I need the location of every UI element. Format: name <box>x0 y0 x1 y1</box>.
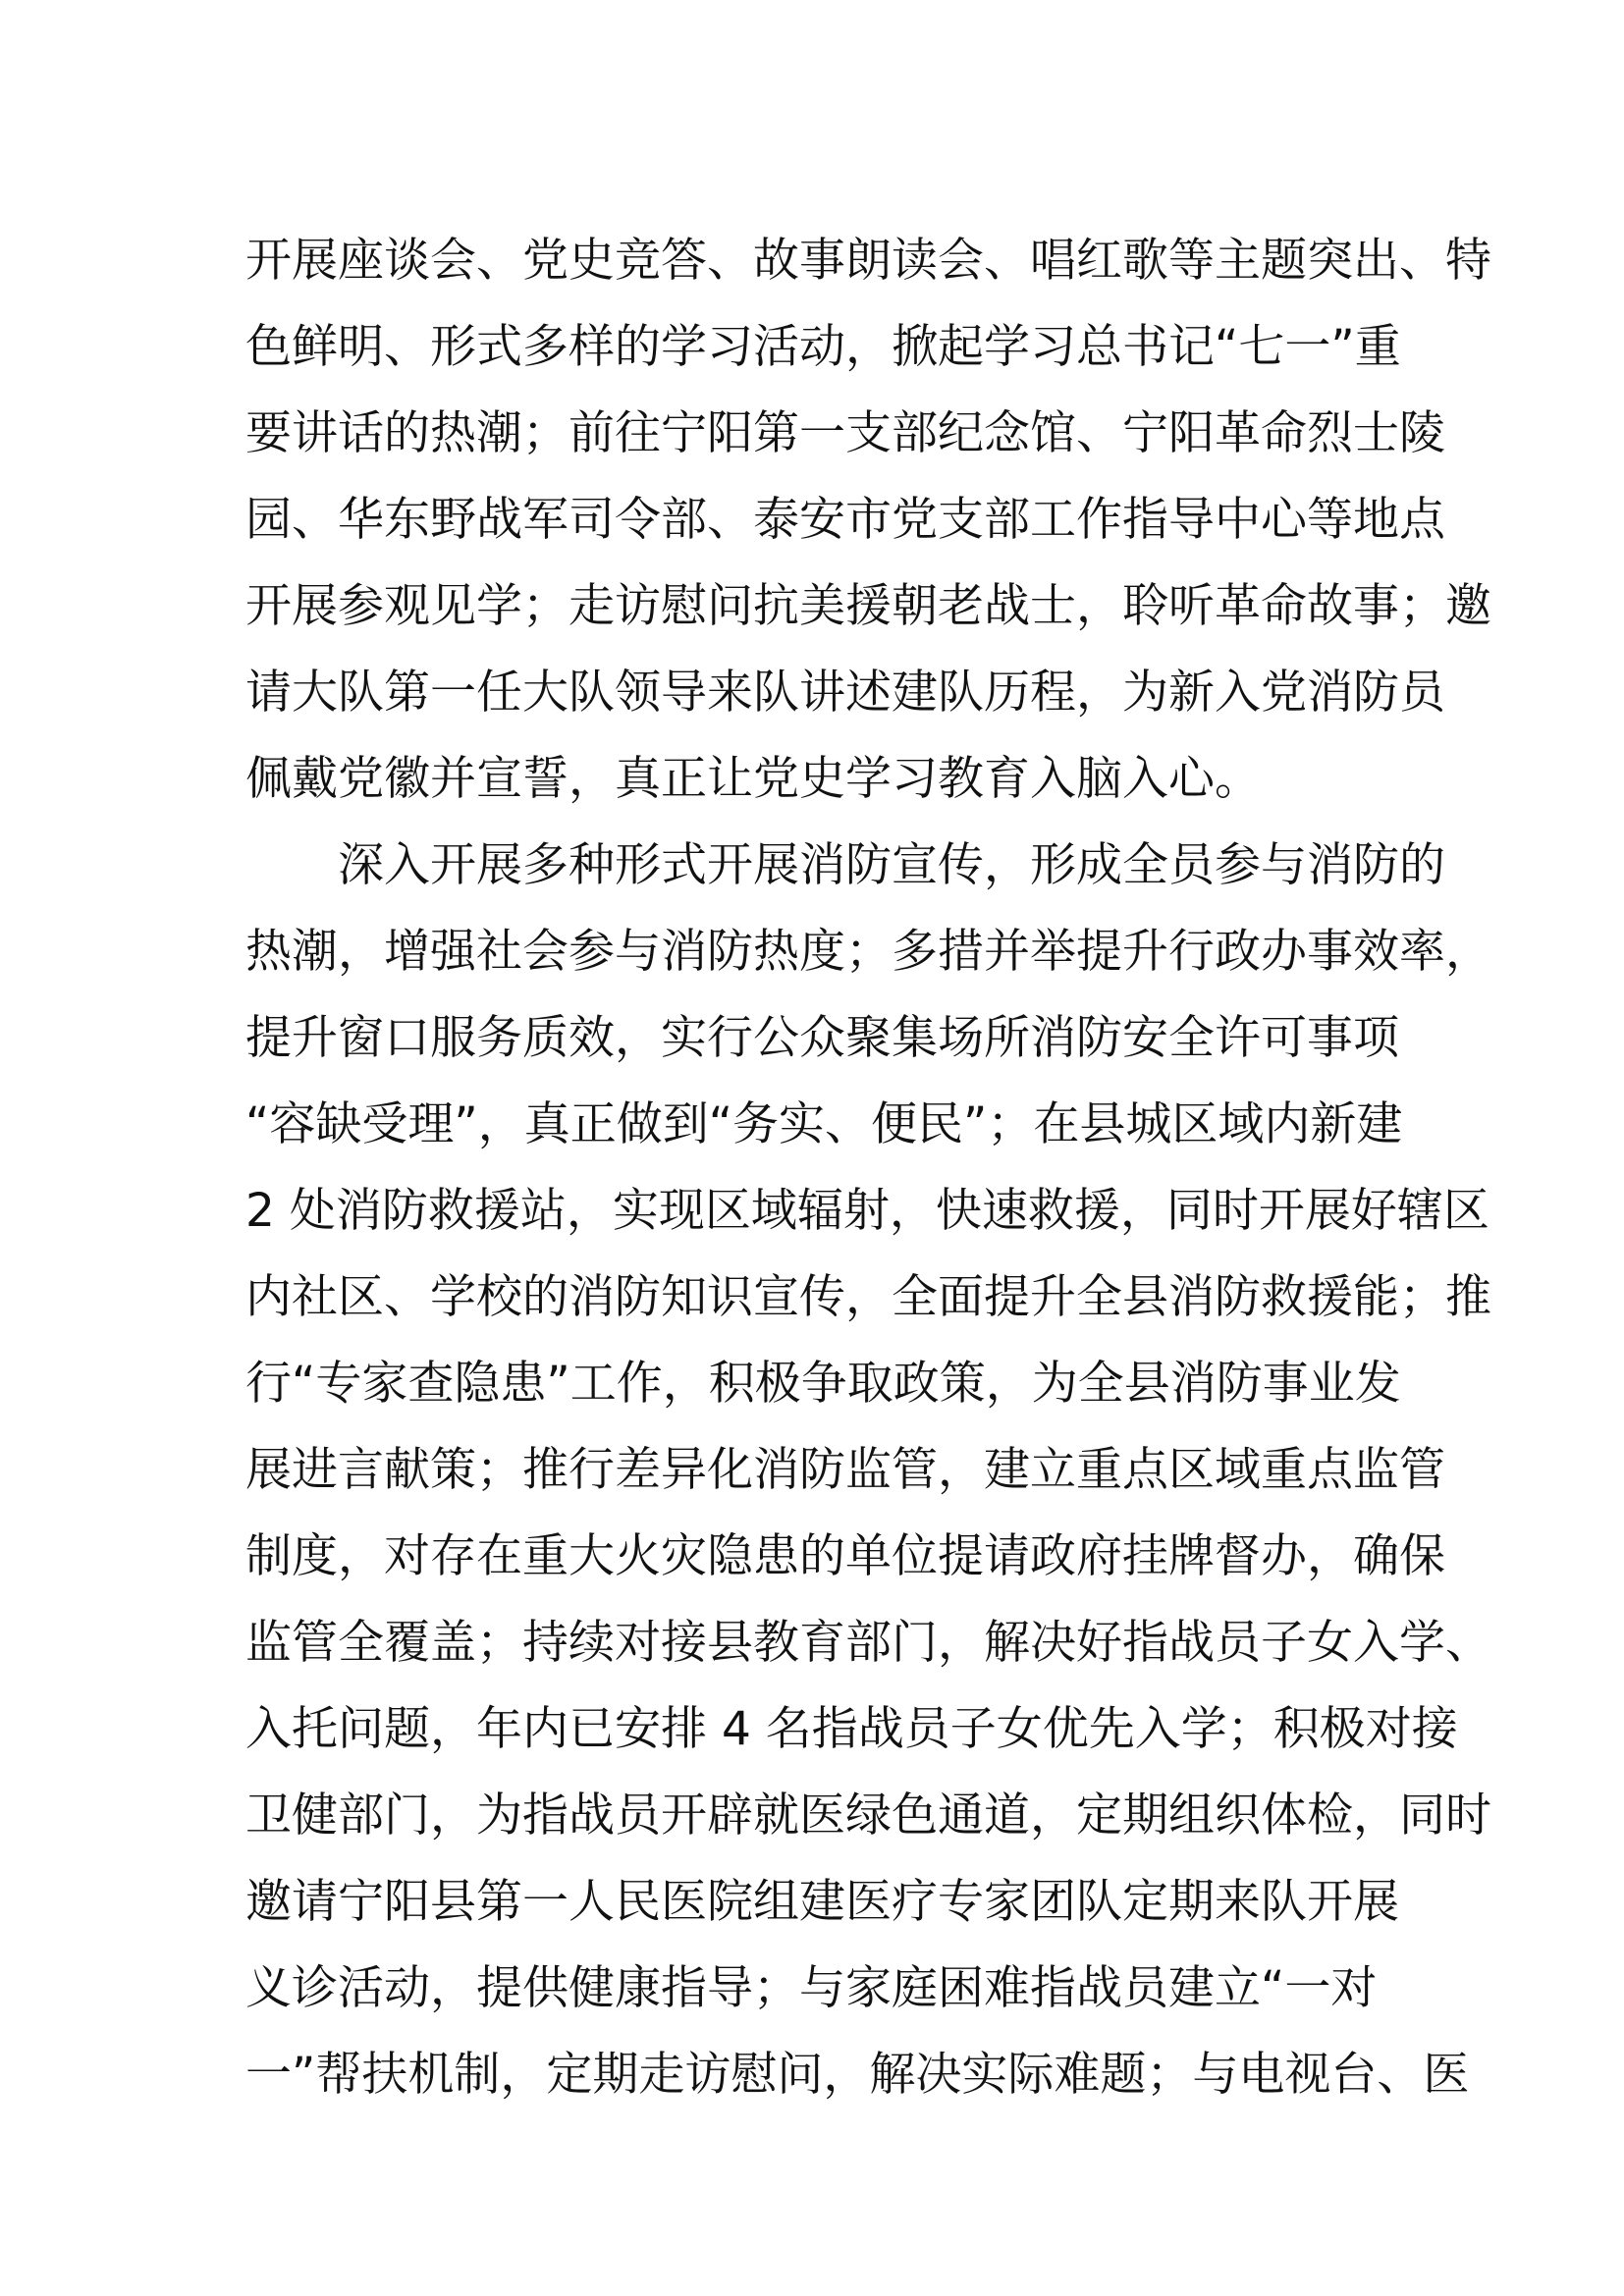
text-line: 制度，对存在重大火灾隐患的单位提请政府挂牌督办，确保 <box>245 1529 1445 1583</box>
text-line: 监管全覆盖；持续对接县教育部门，解决好指战员子女入学、 <box>245 1616 1491 1670</box>
text-line: 热潮，增强社会参与消防热度；多措并举提升行政办事效率， <box>245 925 1491 979</box>
text-line: 入托问题，年内已安排 4 名指战员子女优先入学；积极对接 <box>245 1702 1458 1756</box>
text-line: 义诊活动，提供健康指导；与家庭困难指战员建立“一对 <box>245 1961 1378 2015</box>
text-line: 深入开展多种形式开展消防宣传，形成全员参与消防的 <box>245 838 1445 892</box>
text-line: 展进言献策；推行差异化消防监管，建立重点区域重点监管 <box>245 1443 1445 1497</box>
text-line: 色鲜明、形式多样的学习活动，掀起学习总书记“七一”重 <box>245 320 1401 374</box>
text-line: 邀请宁阳县第一人民医院组建医疗专家团队定期来队开展 <box>245 1875 1399 1929</box>
text-line: 开展座谈会、党史竞答、故事朗读会、唱红歌等主题突出、特 <box>245 234 1491 288</box>
text-line: 2 处消防救援站，实现区域辐射，快速救援，同时开展好辖区 <box>245 1184 1489 1238</box>
paragraph-1 <box>245 218 1491 823</box>
text-line: 内社区、学校的消防知识宣传，全面提升全县消防救援能；推 <box>245 1270 1491 1324</box>
text-line: 卫健部门，为指战员开辟就医绿色通道，定期组织体检，同时 <box>245 1789 1491 1842</box>
text-line: 开展参观见学；走访慰问抗美援朝老战士，聆听革命故事；邀 <box>245 579 1491 633</box>
text-line: 要讲话的热潮；前往宁阳第一支部纪念馆、宁阳革命烈士陵 <box>245 406 1445 460</box>
text-line: 园、华东野战军司令部、泰安市党支部工作指导中心等地点 <box>245 493 1445 547</box>
text-line: 提升窗口服务质效，实行公众聚集场所消防安全许可事项 <box>245 1011 1399 1065</box>
text-line: 行“专家查隐患”工作，积极争取政策，为全县消防事业发 <box>245 1357 1401 1411</box>
paragraph-2 <box>245 823 1491 2118</box>
text-line: 佩戴党徽并宣誓，真正让党史学习教育入脑入心。 <box>245 752 1261 806</box>
text-line: 请大队第一任大队领导来队讲述建队历程，为新入党消防员 <box>245 666 1445 720</box>
text-line: “容缺受理”，真正做到“务实、便民”；在县城区域内新建 <box>245 1097 1403 1151</box>
body-text <box>245 218 1491 2118</box>
text-line: 一”帮扶机制，定期走访慰问，解决实际难题；与电视台、医 <box>245 2048 1470 2102</box>
